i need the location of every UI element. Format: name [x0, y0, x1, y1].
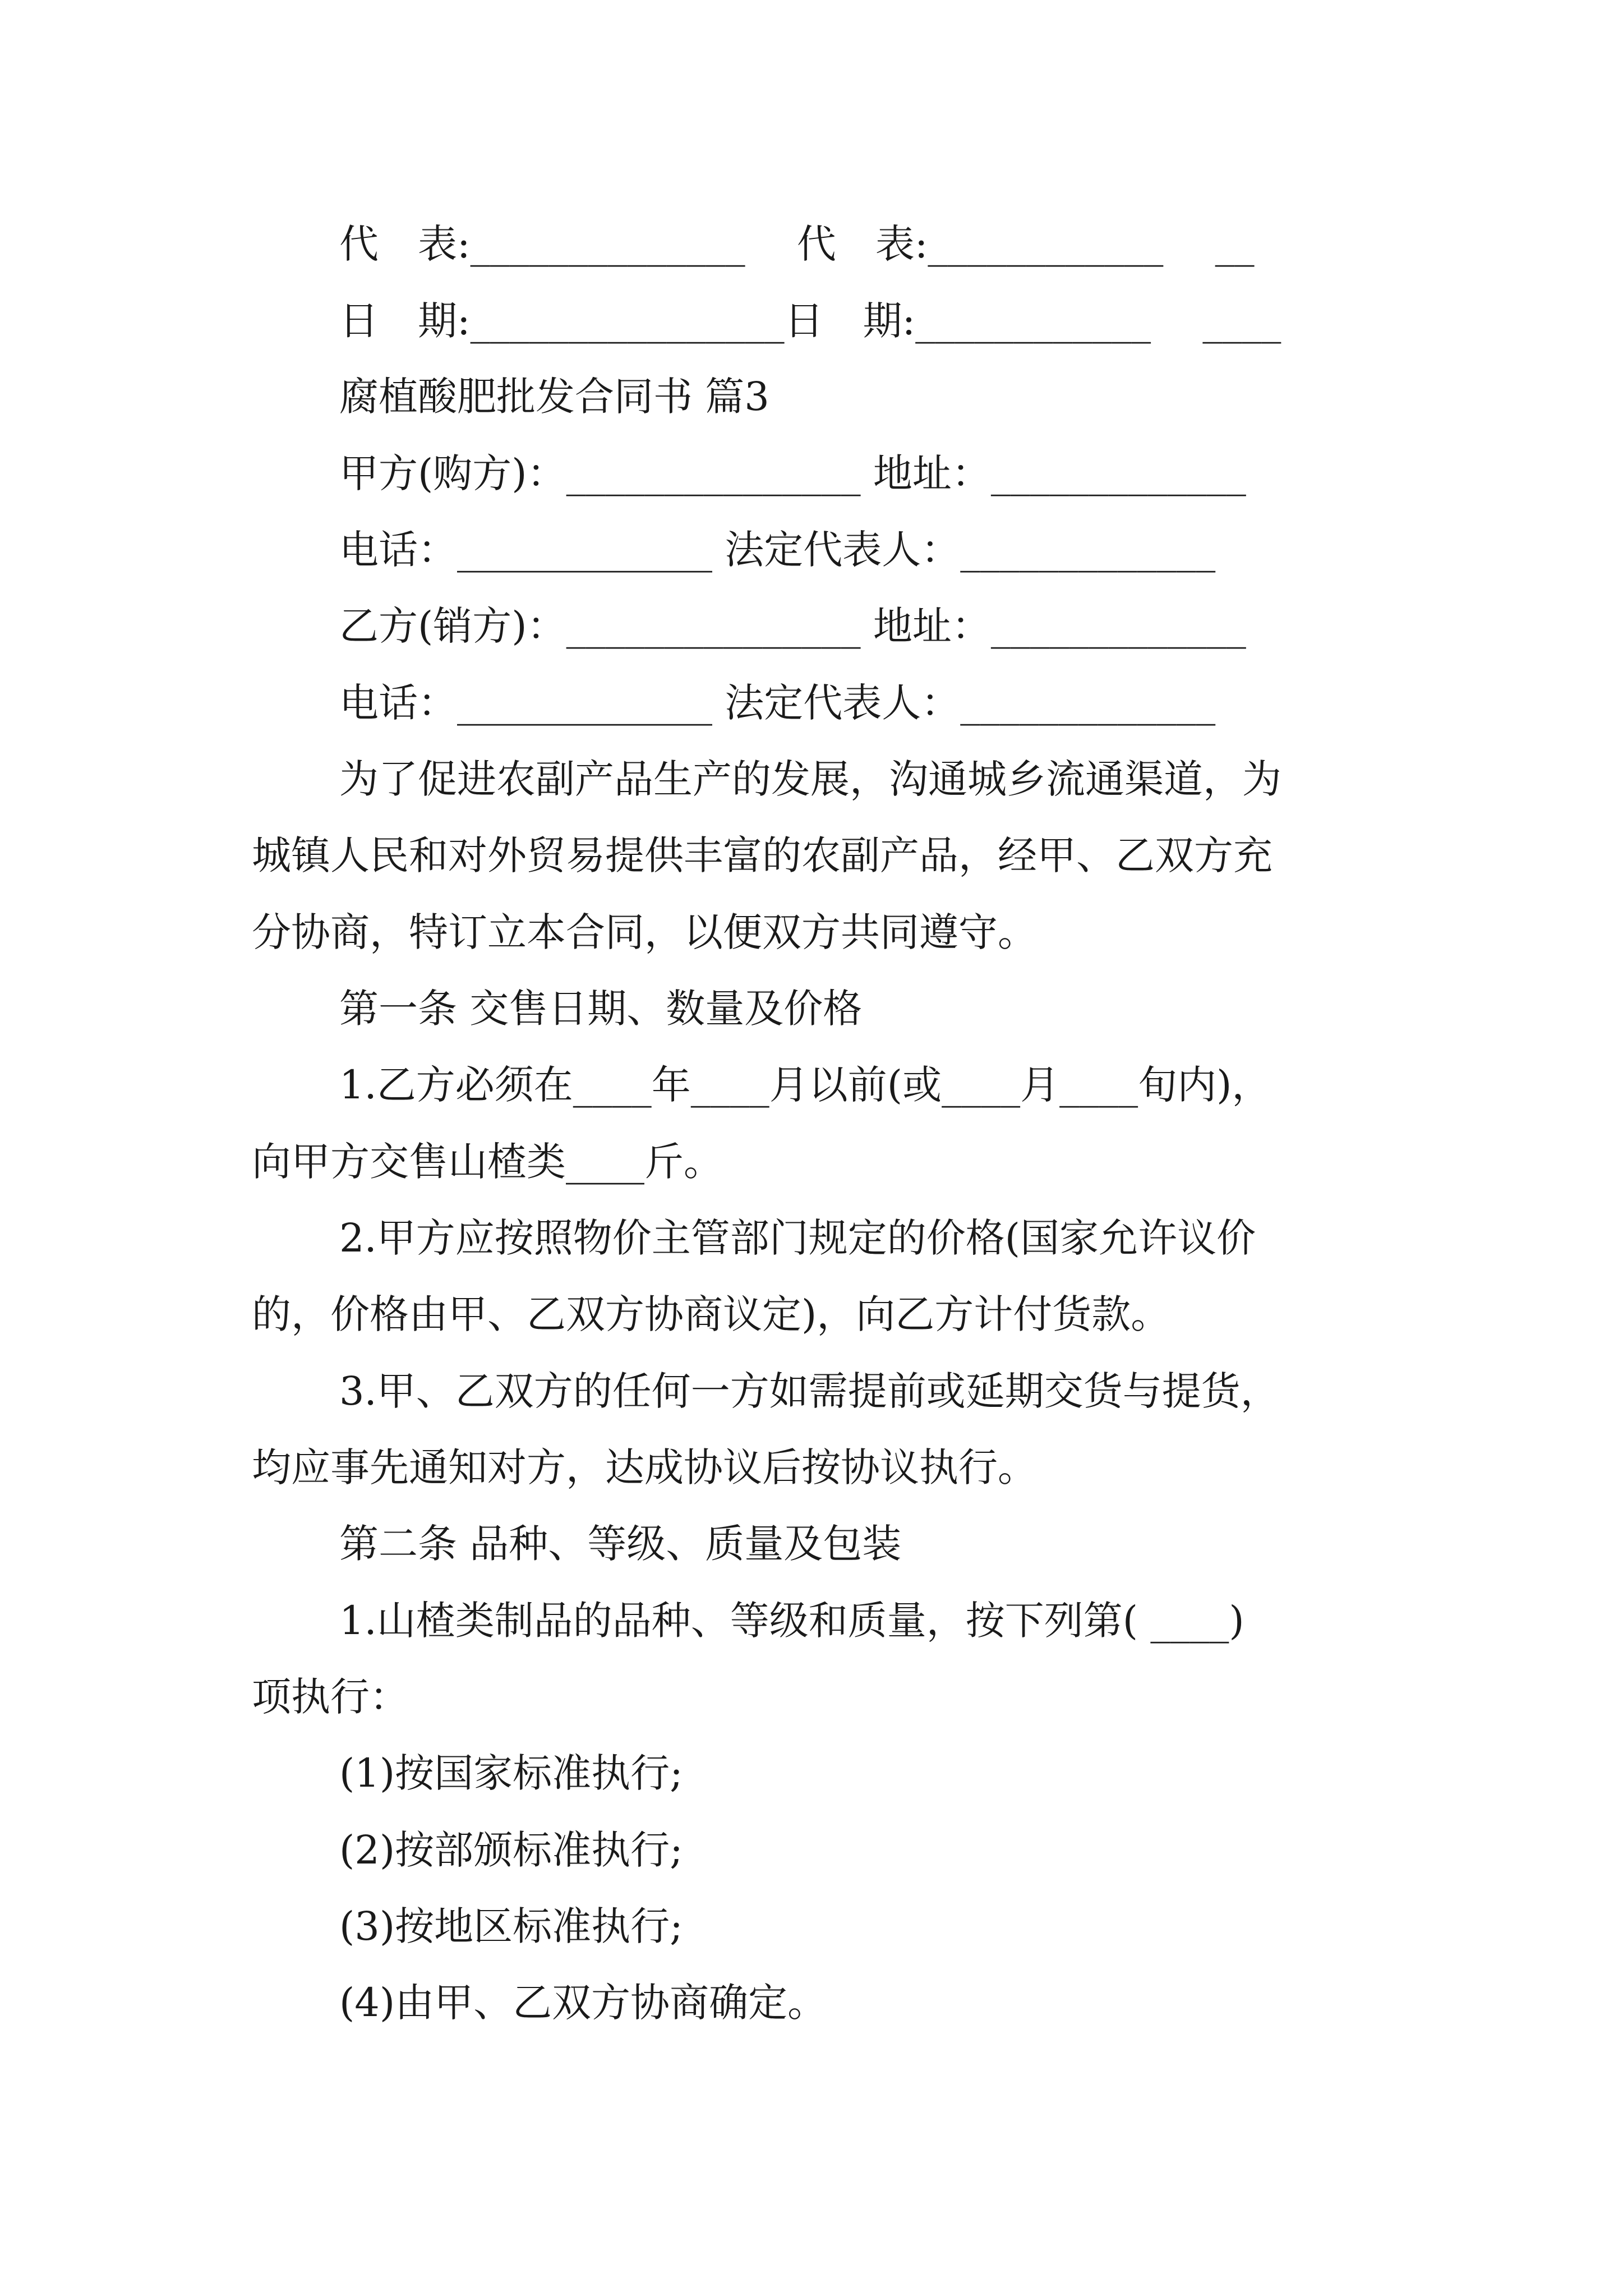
article-1-item-1-line-1: 1.乙方必须在____年____月以前(或____月____旬内)，: [339, 1062, 1271, 1108]
article-1-item-3-line-2: 均应事先通知对方，达成协议后按协议执行。: [252, 1444, 1037, 1490]
signature-representative-line: 代 表:______________ 代 表:____________ __: [339, 221, 1255, 267]
section-title: 腐植酸肥批发合同书 篇3: [339, 374, 769, 420]
article-1-item-1-line-2: 向甲方交售山楂类____斤。: [252, 1139, 723, 1185]
article-1-item-2-line-2: 的，价格由甲、乙双方协商议定)，向乙方计付货款。: [252, 1291, 1170, 1337]
article-1-heading: 第一条 交售日期、数量及价格: [339, 986, 863, 1032]
article-2-heading: 第二条 品种、等级、质量及包装: [339, 1521, 902, 1567]
article-1-item-2-line-1: 2.甲方应按照物价主管部门规定的价格(国家允许议价: [339, 1215, 1256, 1261]
preamble-line-3: 分协商，特订立本合同，以便双方共同遵守。: [252, 909, 1037, 955]
article-1-item-3-line-1: 3.甲、乙双方的任何一方如需提前或延期交货与提货，: [339, 1368, 1280, 1414]
preamble-line-2: 城镇人民和对外贸易提供丰富的农副产品，经甲、乙双方充: [252, 832, 1272, 878]
party-a-line: 甲方(购方)：_______________ 地址：_____________: [339, 450, 1246, 496]
party-b-phone-line: 电话：_____________ 法定代表人：_____________: [339, 680, 1216, 726]
option-4: (4)由甲、乙双方协商确定。: [339, 1980, 827, 2026]
option-1: (1)按国家标准执行;: [339, 1750, 683, 1796]
party-b-line: 乙方(销方)：_______________ 地址：_____________: [339, 603, 1246, 649]
option-2: (2)按部颁标准执行;: [339, 1827, 683, 1873]
preamble-line-1: 为了促进农副产品生产的发展，沟通城乡流通渠道，为: [339, 756, 1281, 802]
signature-date-line: 日 期:________________日 期:____________ ____: [339, 298, 1281, 344]
article-2-item-1-line-1: 1.山楂类制品的品种、等级和质量，按下列第( ____): [339, 1598, 1244, 1644]
article-2-item-1-line-2: 项执行：: [252, 1674, 409, 1720]
party-a-phone-line: 电话：_____________ 法定代表人：_____________: [339, 527, 1216, 573]
option-3: (3)按地区标准执行;: [339, 1903, 683, 1949]
